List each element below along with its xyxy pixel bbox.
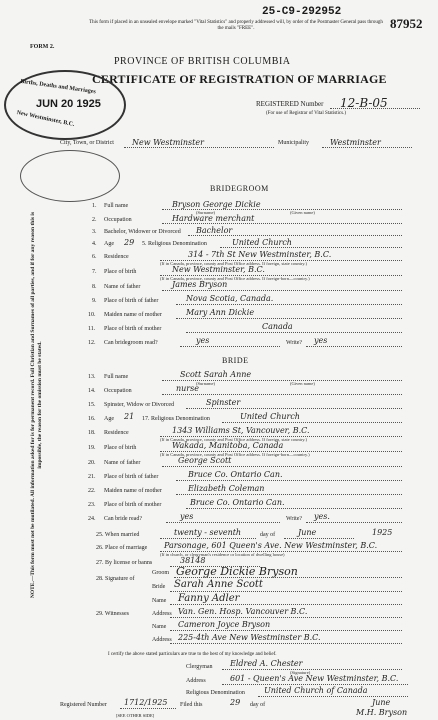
field-number: 23.: [88, 502, 96, 508]
bride-heading: BRIDE: [222, 356, 249, 365]
groom-signature-rule: [174, 577, 402, 578]
bride-residence-label: Residence: [104, 430, 129, 436]
field-number: 13.: [88, 374, 96, 380]
groom-write-rule: [306, 346, 402, 347]
groom-mother-rule: [176, 318, 402, 319]
groom-residence-caption: (If in Canada, province, county and Post Office address. If foreign, state country.): [160, 261, 307, 266]
bride-birthplace-label: Place of birth: [104, 445, 137, 451]
groom-mother-birthplace-label: Place of birth of mother: [104, 326, 162, 332]
bride-read: yes: [180, 512, 194, 521]
groom-birthplace-label: Place of birth: [104, 269, 137, 275]
field-number: 3.: [92, 229, 97, 235]
field-number: 21.: [88, 474, 96, 480]
clergyman-rule: [222, 669, 402, 670]
registrar-signature: M.H. Bryson: [356, 708, 408, 717]
bride-mother-birthplace: Bruce Co. Ontario Can.: [190, 498, 285, 507]
bride-surname-caption: (Surname): [196, 381, 215, 386]
field-number: 9.: [92, 298, 97, 304]
field-number: 24.: [88, 516, 96, 522]
filed-label: Filed this: [180, 702, 203, 708]
footer-registered-rule: [120, 708, 176, 709]
groom-read-label: Can bridegroom read?: [104, 340, 158, 346]
field-number: 16.: [88, 416, 96, 422]
field-number: 19.: [88, 445, 96, 451]
bride-father-birthplace-label: Place of birth of father: [104, 474, 159, 480]
field-number: 18.: [88, 430, 96, 436]
bride-birth-caption: (If in Canada, province, county and Post Office address. If foreign-born—country.): [160, 452, 310, 457]
bride-full-name: Scott Sarah Anne: [180, 370, 252, 379]
registry-stamp-title: Births, Deaths and Marriages: [20, 78, 97, 96]
groom-father-rule: [162, 290, 402, 291]
groom-residence: 314 - 7th St New Westminster, B.C.: [188, 250, 332, 259]
bride-age-label: Age: [104, 416, 114, 422]
bride-signature: Sarah Anne Scott: [174, 579, 263, 590]
clergy-address: 601 - Queen's Ave New Westminster, B.C.: [230, 674, 399, 683]
field-number: 6.: [92, 254, 97, 260]
bride-read-label: Can bride read?: [104, 516, 142, 522]
marriage-month-rule: [284, 538, 354, 539]
stamp-id: 25-C9-292952: [262, 6, 342, 18]
groom-religion-rule: [220, 247, 402, 248]
witness2-address: 225-4th Ave New Westminster B.C.: [178, 633, 321, 642]
groom-mother-birthplace: Canada: [262, 322, 293, 331]
signature-label: 28. Signature of: [96, 576, 135, 582]
witness1-address-label: Address: [152, 611, 172, 617]
clergy-religion-rule: [258, 696, 408, 697]
field-number: 11.: [88, 326, 96, 332]
groom-read-rule: [180, 346, 280, 347]
bride-mother-birthplace-rule: [186, 508, 402, 509]
bride-religion: United Church: [240, 412, 300, 421]
marriage-day-label: day of: [260, 532, 276, 538]
marriage-month: June: [298, 528, 317, 537]
bride-read-rule: [166, 522, 280, 523]
bride-age: 21: [124, 412, 135, 421]
bride-mother: Elizabeth Coleman: [188, 484, 265, 493]
footer-registered-label: Registered Number: [60, 702, 107, 708]
filed-day-label: day of: [250, 702, 266, 708]
bride-write-rule: [306, 522, 402, 523]
municipality-rule: [322, 147, 412, 148]
bride-mother-birthplace-label: Place of birth of mother: [104, 502, 162, 508]
district-label: City, Town, or District: [60, 140, 114, 146]
witness1-name: Fanny Adler: [178, 593, 240, 604]
bride-birthplace: Wakada, Manitoba, Canada: [172, 441, 284, 450]
field-number: 1.: [92, 203, 97, 209]
bride-signature-rule: [170, 591, 402, 592]
bride-religion-label: 17. Religious Denomination: [142, 416, 210, 422]
bride-occupation: nurse: [176, 384, 199, 393]
groom-given-caption: (Given name): [290, 210, 315, 215]
side-note: [30, 210, 50, 610]
marriage-day: twenty - seventh: [174, 528, 242, 537]
bride-write-label: Write?: [286, 516, 303, 522]
groom-age: 29: [124, 238, 135, 247]
certify-statement: I certify the above stated particulars are true to the best of my knowledge and belief.: [108, 652, 277, 657]
bride-given-caption: (Given name): [290, 381, 315, 386]
bridegroom-heading: BRIDEGROOM: [210, 184, 269, 193]
municipality-value: Westminster: [330, 138, 381, 147]
witness2-name-label: Name: [152, 624, 167, 630]
place-of-marriage-label: 26. Place of marriage: [96, 545, 148, 551]
clergyman-signature-caption: (Signature): [290, 670, 311, 675]
groom-father: James Bryson: [172, 280, 228, 289]
field-number: 7.: [92, 269, 97, 275]
see-other-side: [SEE OTHER SIDE]: [116, 713, 155, 718]
clergyman-name: Eldred A. Chester: [230, 659, 303, 668]
bride-father: George Scott: [178, 456, 232, 465]
groom-write-label: Write?: [286, 340, 303, 346]
witness2-address-label: Address: [152, 637, 172, 643]
province-heading: PROVINCE OF BRITISH COLUMBIA: [114, 56, 291, 67]
bride-write: yes.: [314, 512, 330, 521]
witness-name-label: Name: [152, 598, 167, 604]
bride-role-label: Bride: [152, 584, 166, 590]
field-number: 14.: [88, 388, 96, 394]
registered-number-note: (For use of Registrar of Vital Statistics.): [266, 111, 347, 116]
bride-father-birthplace-rule: [176, 480, 402, 481]
groom-full-name-label: Full name: [104, 203, 129, 209]
field-number: 4.: [92, 241, 97, 247]
groom-status-label: Bachelor, Widower or Divorced: [104, 229, 181, 235]
witness2-address-rule: [170, 643, 402, 644]
place-of-marriage-caption: (If in church, or clergyman's residence or location of dwelling house): [160, 552, 285, 557]
registry-stamp-inner-ring: [20, 150, 120, 202]
bride-status-label: Spinster, Widow or Divorced: [104, 402, 175, 408]
form-number: FORM 2.: [30, 44, 55, 50]
place-of-marriage: Parsonage, 601 Queen's Ave. New Westminster, B.C.: [164, 541, 378, 550]
certificate-title: CERTIFICATE OF REGISTRATION OF MARRIAGE: [92, 72, 387, 86]
bride-mother-rule: [176, 494, 402, 495]
groom-father-birthplace: Nova Scotia, Canada.: [186, 294, 274, 303]
district-value: New Westminster: [132, 138, 204, 147]
bride-religion-rule: [222, 422, 402, 423]
bride-residence: 1343 Williams St, Vancouver, B.C.: [172, 426, 310, 435]
groom-write: yes: [314, 336, 328, 345]
side-note-text: NOTE.—This form must not be mutilated. All information asked for is for permanent record. Full Christian and Surnames of all parties, and if for any reason this is impossible, the reason for the omission must be stated.: [30, 211, 43, 599]
witness1-address: Van. Gen. Hosp. Vancouver B.C.: [178, 607, 308, 616]
field-number: 22.: [88, 488, 96, 494]
clergy-religion-label: Religious Denomination: [186, 690, 245, 696]
groom-religion-label: 5. Religious Denomination: [142, 241, 207, 247]
bride-residence-caption: (If in Canada, province, county and Post Office address. If foreign, state country.): [160, 437, 307, 442]
registered-number-rule: [330, 108, 420, 109]
bride-status: Spinster: [206, 398, 241, 407]
witnesses-label: 29. Witnesses: [96, 611, 129, 617]
registration-stamp-number: 87952: [390, 16, 423, 31]
municipality-label: Municipality: [278, 140, 309, 146]
groom-occupation-label: Occupation: [104, 217, 132, 223]
groom-age-label: Age: [104, 241, 114, 247]
mailing-notice: This form if placed in an unsealed envelope marked "Vital Statistics" and properly addressed will, by order of the Postmaster General pass through the mails "FREE".: [89, 20, 383, 31]
bride-father-birthplace: Bruce Co. Ontario Can.: [188, 470, 283, 479]
groom-father-label: Name of father: [104, 284, 141, 290]
registry-stamp: [4, 70, 126, 140]
field-number: 20.: [88, 460, 96, 466]
groom-surname-caption: (Surname): [196, 210, 215, 215]
bride-mother-label: Maiden name of mother: [104, 488, 162, 494]
clergyman-label: Clergyman: [186, 664, 213, 670]
bride-occupation-label: Occupation: [104, 388, 132, 394]
field-number: 2.: [92, 217, 97, 223]
clergy-address-rule: [222, 684, 408, 685]
registry-stamp-date: JUN 20 1925: [36, 98, 101, 110]
field-number: 12.: [88, 340, 96, 346]
groom-father-birthplace-rule: [176, 304, 402, 305]
bride-father-label: Name of father: [104, 460, 141, 466]
groom-mother: Mary Ann Dickie: [186, 308, 255, 317]
witness2-rule: [170, 630, 402, 631]
marriage-day-rule: [160, 538, 256, 539]
bride-father-rule: [162, 466, 402, 467]
groom-mother-label: Maiden name of mother: [104, 312, 162, 318]
groom-role-label: Groom: [152, 570, 169, 576]
groom-status-rule: [188, 235, 402, 236]
bride-occupation-rule: [162, 394, 402, 395]
when-married-label: 25. When married: [96, 532, 140, 538]
groom-status: Bachelor: [196, 226, 233, 235]
groom-occupation-rule: [162, 223, 402, 224]
filed-month: June: [372, 698, 391, 707]
clergy-religion: United Church of Canada: [264, 686, 368, 695]
groom-religion: United Church: [232, 238, 292, 247]
witness1-address-rule: [170, 617, 402, 618]
clergy-address-label: Address: [186, 678, 206, 684]
filed-day: 29: [230, 698, 241, 707]
field-number: 8.: [92, 284, 97, 290]
groom-birth-caption: (If in Canada, province, county and Post Office address. If foreign-born—country.): [160, 276, 310, 281]
groom-birthplace: New Westminster, B.C.: [172, 265, 265, 274]
footer-registered-number: 1712/1925: [124, 698, 168, 707]
bride-full-name-label: Full name: [104, 374, 129, 380]
groom-full-name: Bryson George Dickie: [172, 200, 261, 209]
marriage-year: 1925: [372, 528, 393, 537]
witness1-rule: [170, 604, 402, 605]
registered-number-value: 12-B-05: [340, 96, 388, 110]
groom-mother-birthplace-rule: [186, 332, 402, 333]
witness2-name: Cameron Joyce Bryson: [178, 620, 271, 629]
field-number: 10.: [88, 312, 96, 318]
groom-occupation: Hardware merchant: [172, 214, 255, 223]
groom-read: yes: [196, 336, 210, 345]
groom-father-birthplace-label: Place of birth of father: [104, 298, 159, 304]
bride-status-rule: [186, 408, 402, 409]
license-label: 27. By license or banns: [96, 560, 153, 566]
groom-residence-label: Residence: [104, 254, 129, 260]
groom-signature: George Dickie Bryson: [176, 565, 298, 578]
registry-stamp-place: New Westminster, B.C.: [16, 109, 75, 129]
registered-number-label: REGISTERED Number: [256, 100, 324, 108]
license-number: 38148: [180, 556, 206, 565]
field-number: 15.: [88, 402, 96, 408]
district-rule: [124, 147, 274, 148]
